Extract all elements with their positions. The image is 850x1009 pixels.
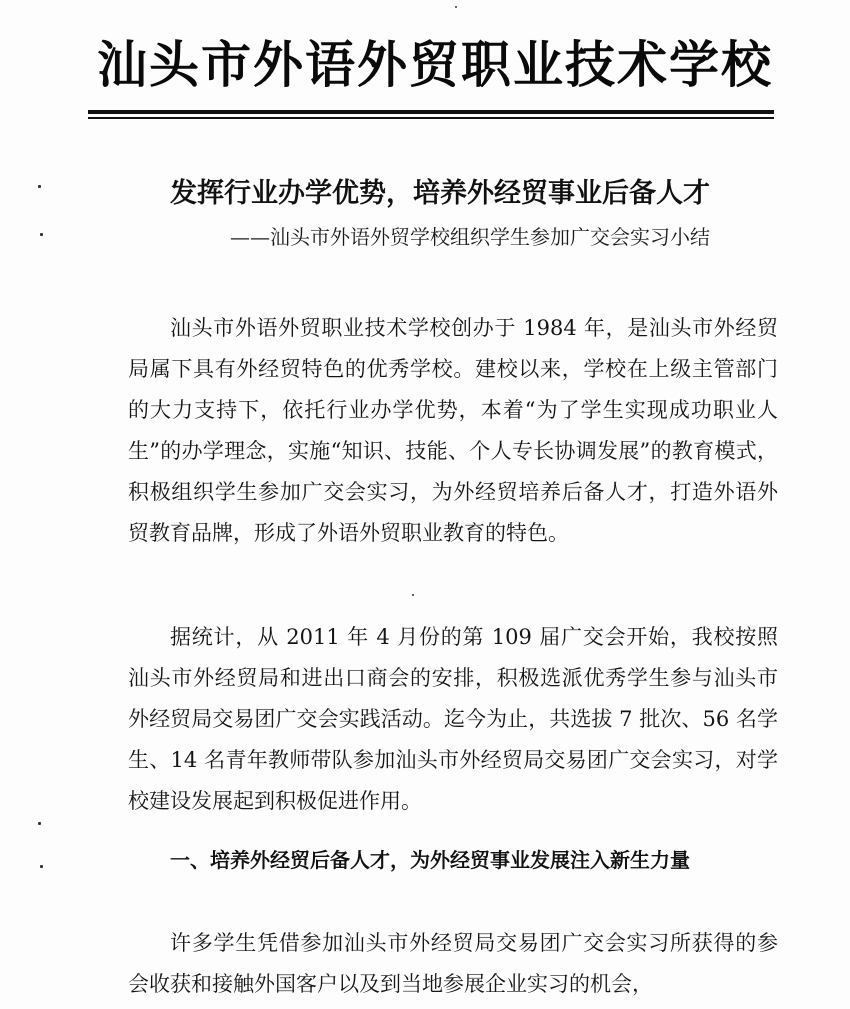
paragraph-text: 许多学生凭借参加汕头市外经贸局交易团广交会实习所获得的参会收获和接触外国客户以及到当地参展企业实习的机会， xyxy=(128,931,778,996)
document-title: 发挥行业办学优势，培养外经贸事业后备人才 xyxy=(170,178,710,209)
scan-speck xyxy=(40,233,43,236)
document-subtitle: ——汕头市外语外贸学校组织学生参加广交会实习小结 xyxy=(230,225,710,249)
scan-speck xyxy=(455,6,457,8)
letterhead-school-name: 汕头市外语外贸职业技术学校 xyxy=(97,35,773,94)
body-paragraph-3 xyxy=(128,923,778,1005)
body-paragraph-1 xyxy=(128,308,778,554)
scan-speck xyxy=(38,822,41,825)
letterhead-thin-rule xyxy=(88,117,774,119)
scan-speck xyxy=(40,865,43,868)
letterhead-thick-rule xyxy=(88,110,774,114)
body-paragraph-2 xyxy=(128,617,778,822)
scan-speck xyxy=(38,185,41,188)
section-heading-1: 一、培养外经贸后备人才，为外经贸事业发展注入新生力量 xyxy=(170,848,690,872)
paragraph-text: 据统计，从 2011 年 4 月份的第 109 届广交会开始，我校按照汕头市外经贸局和进出口商会的安排，积极选派优秀学生参与汕头市外经贸局交易团广交会实践活动。迄今为止，共选拔 7 批次、56 名学生、14 名青年教师带队参加汕头市外经贸局交易团广交会实习，对学校建设发展起到积极促进作用。 xyxy=(128,625,778,813)
paragraph-text: 汕头市外语外贸职业技术学校创办于 1984 年，是汕头市外经贸局属下具有外经贸特色的优秀学校。建校以来，学校在上级主管部门的大力支持下，依托行业办学优势，本着“为了学生实现成功职业人生”的办学理念，实施“知识、技能、个人专长协调发展”的教育模式，积极组织学生参加广交会实习，为外经贸培养后备人才，打造外语外贸教育品牌，形成了外语外贸职业教育的特色。 xyxy=(128,316,778,545)
scan-speck xyxy=(412,594,414,596)
